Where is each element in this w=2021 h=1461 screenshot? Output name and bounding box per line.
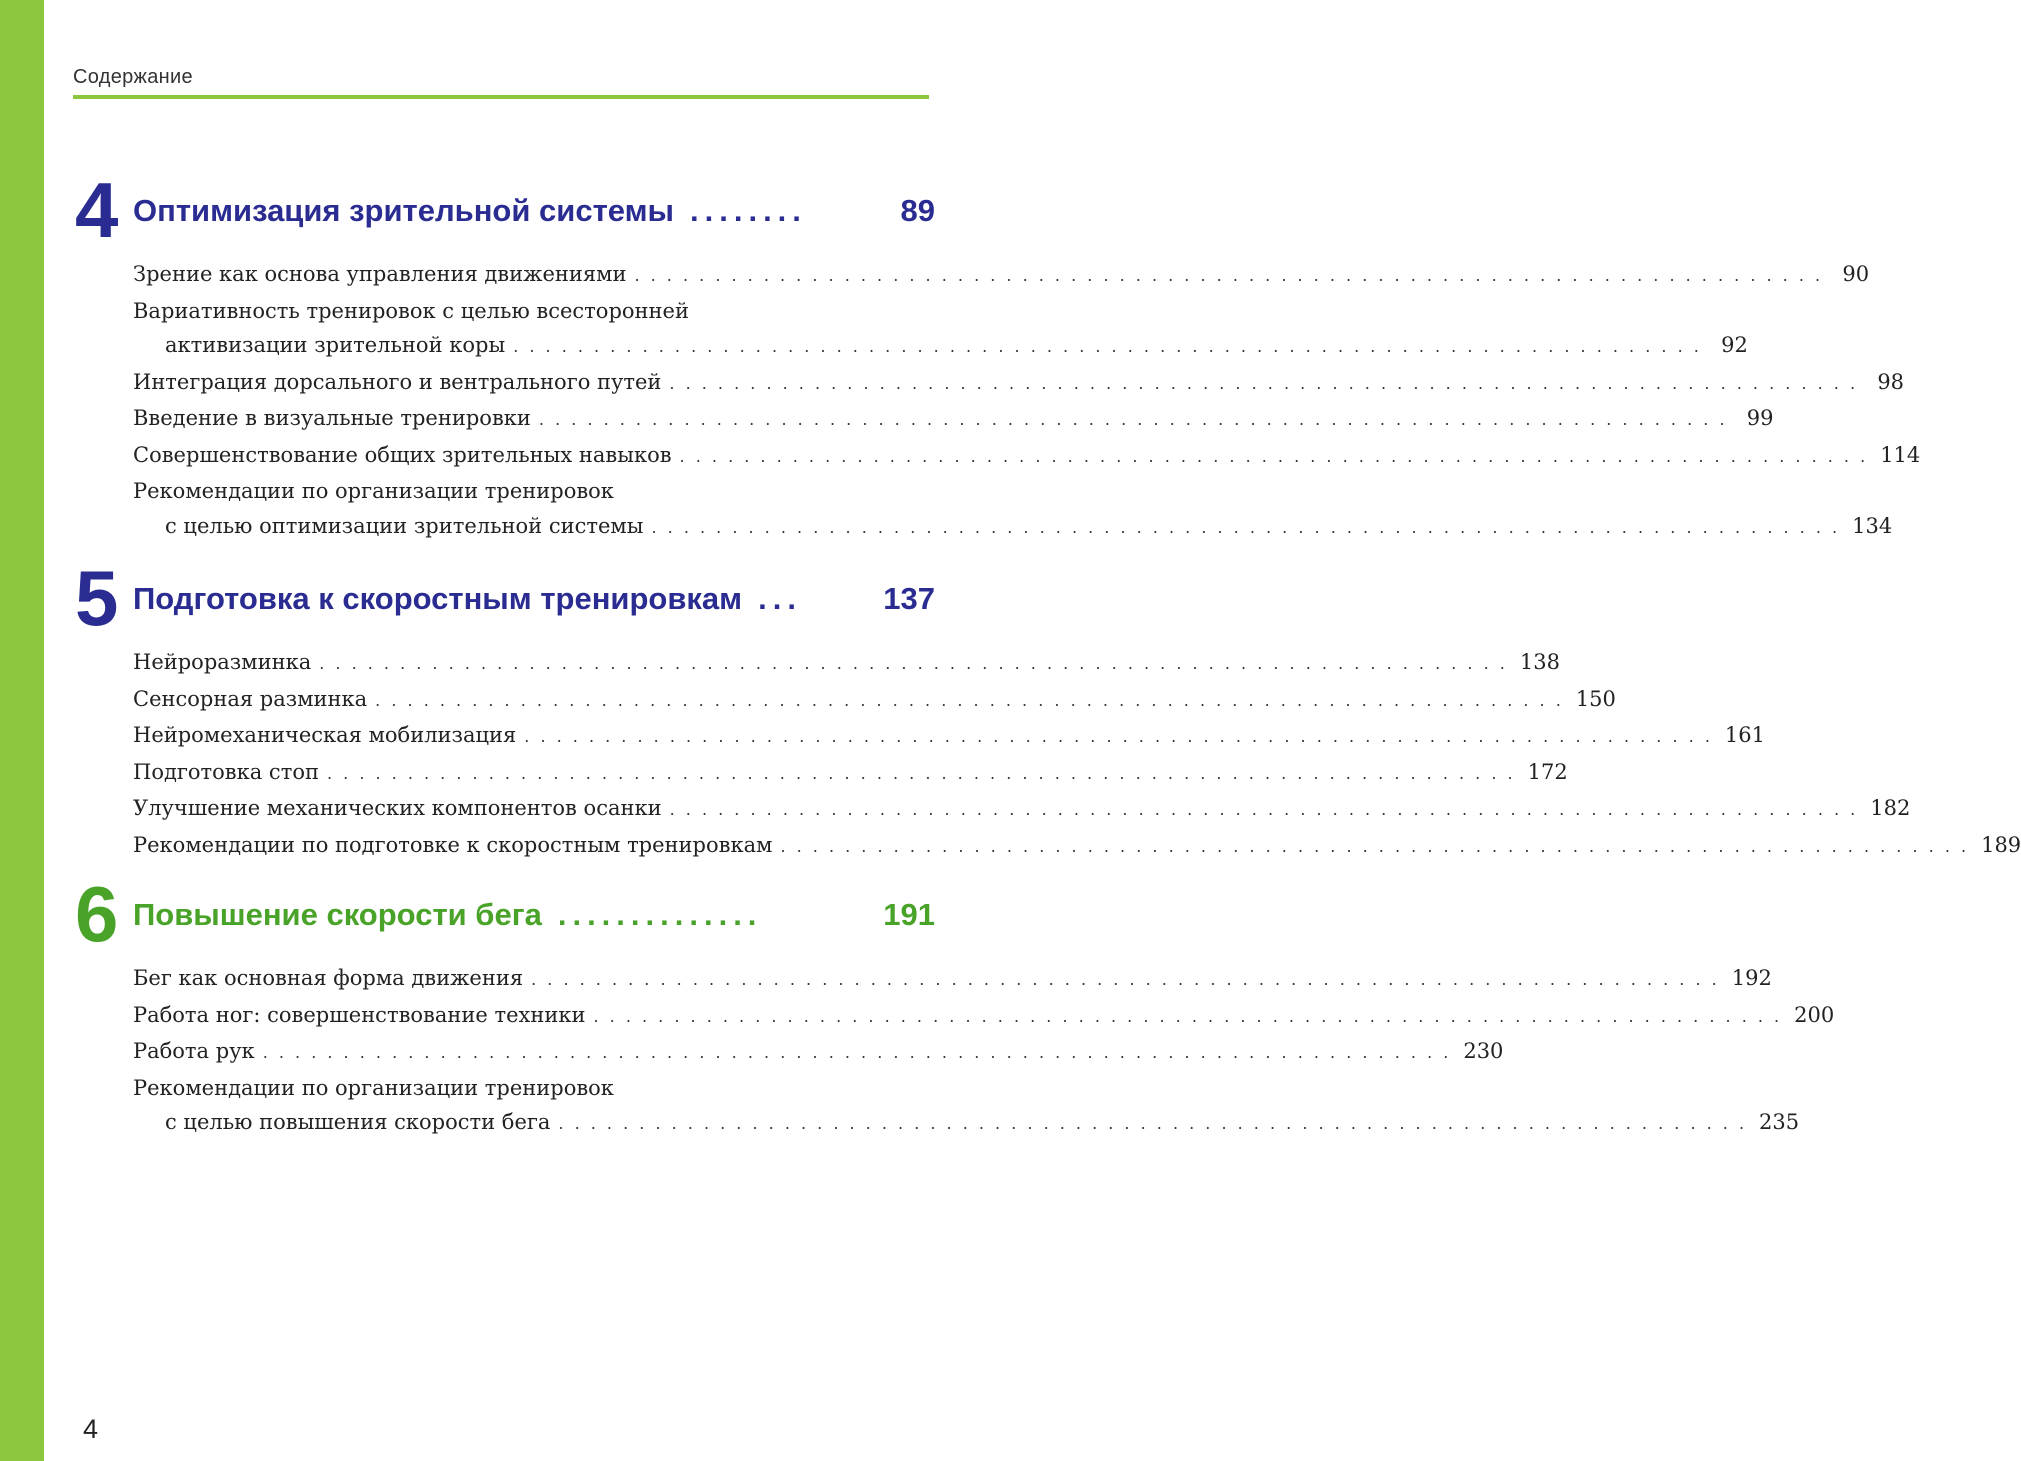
toc-entries (73, 257, 1921, 545)
entry-leader: . . . . . . . . . . . . . . . . . . . . . . . . . . . . . . . . . . . . . . . . . . . . . . . . . . . . . . . . . . . . . . . . . . . . . . . . . . (531, 970, 1720, 989)
toc-entry[interactable] (133, 645, 1560, 682)
entry-page: 92 (1721, 333, 1748, 357)
entry-page: 161 (1724, 723, 1765, 747)
chapter-title[interactable]: Подготовка к скоростным тренировкам (133, 581, 743, 616)
chapter-5 (73, 553, 2021, 864)
entry-leader: . . . . . . . . . . . . . . . . . . . . . . . . . . . . . . . . . . . . . . . . . . . . . . . . . . . . . . . . . . . . . . . . . . . . . . . . . . (375, 690, 1564, 710)
entry-leader: . . . . . . . . . . . . . . . . . . . . . . . . . . . . . . . . . . . . . . . . . . . . . . . . . . . . . . . . . . . . . . . . . . . . . . . . . . (634, 266, 1824, 285)
entry-page: 134 (1852, 513, 1893, 538)
entry-label: Рекомендации по подготовке к скоростным тренировкам (133, 832, 773, 857)
entry-label: с целью оптимизации зрительной системы (165, 513, 644, 538)
toc-entry[interactable] (133, 438, 1921, 475)
green-side-bar (0, 0, 44, 1461)
chapter-page: 137 (883, 581, 935, 616)
entry-label: Сенсорная разминка (133, 686, 368, 711)
entry-leader: . . . . . . . . . . . . . . . . . . . . . . . . . . . . . . . . . . . . . . . . . . . . . . . . . . . . . . . . . . . . . . . . . . . . . . . . . . (558, 1114, 1748, 1133)
toc-entry[interactable] (133, 828, 2021, 865)
entry-page: 200 (1794, 1002, 1835, 1027)
toc-entry[interactable] (133, 791, 1911, 828)
entry-page: 172 (1527, 759, 1568, 784)
entry-label: Нейромеханическая мобилизация (133, 723, 517, 747)
chapter-6 (73, 869, 1835, 1142)
entry-page: 138 (1519, 650, 1560, 674)
entry-leader: . . . . . . . . . . . . . . . . . . . . . . . . . . . . . . . . . . . . . . . . . . . . . . . . . . . . . . . . . . . . . . . . . . . . . . . . . . (651, 517, 1841, 537)
entry-page: 90 (1842, 262, 1870, 286)
chapter-number: 4 (75, 166, 119, 254)
toc-entry[interactable] (133, 257, 1870, 294)
entry-leader: . . . . . . . . . . . . . . . . . . . . . . . . . . . . . . . . . . . . . . . . . . . . . . . . . . . . . . . . . . . . . . . . . . . . . . . . . . (669, 373, 1859, 393)
chapter-leader: ........ (690, 193, 807, 228)
entry-label: Введение в визуальные тренировки (133, 406, 531, 430)
entry-leader: . . . . . . . . . . . . . . . . . . . . . . . . . . . . . . . . . . . . . . . . . . . . . . . . . . . . . . . . . . . . . . . . . . . . . . . . . . (513, 337, 1702, 356)
entry-leader: . . . . . . . . . . . . . . . . . . . . . . . . . . . . . . . . . . . . . . . . . . . . . . . . . . . . . . . . . . . . . . . . . . . . . . . . . . (780, 836, 1970, 856)
toc-entries (73, 645, 2021, 864)
entry-label: Работа рук (133, 1039, 255, 1063)
toc-entry[interactable] (165, 328, 1748, 365)
entry-leader: . . . . . . . . . . . . . . . . . . . . . . . . . . . . . . . . . . . . . . . . . . . . . . . . . . . . . . . . . . . . . . . . . . . . . . . . . . (669, 800, 1859, 819)
page-number: 4 (83, 1414, 99, 1444)
entry-page: 230 (1463, 1039, 1504, 1063)
toc-entry-first-line[interactable]: Рекомендации по организации тренировок (133, 479, 614, 503)
chapter-leader: .............. (557, 897, 763, 932)
toc-entry[interactable] (165, 509, 1893, 546)
entry-leader: . . . . . . . . . . . . . . . . . . . . . . . . . . . . . . . . . . . . . . . . . . . . . . . . . . . . . . . . . . . . . . . . . . . . . . . . . . (319, 654, 1508, 673)
entry-label: Нейроразминка (133, 650, 312, 674)
chapter-title[interactable]: Повышение скорости бега (133, 897, 542, 932)
entry-label: с целью повышения скорости бега (165, 1110, 551, 1134)
chapter-leader: ... (758, 581, 802, 616)
toc-entry[interactable] (133, 401, 1774, 438)
toc-entry-first-line[interactable]: Вариативность тренировок с целью всесторонней (133, 298, 689, 323)
entry-page: 114 (1880, 442, 1921, 467)
chapter-page: 191 (883, 897, 935, 932)
chapter-4 (73, 165, 1921, 545)
entry-page: 182 (1870, 796, 1911, 820)
entry-label: Улучшение механических компонентов осанки (133, 796, 662, 820)
entry-leader: . . . . . . . . . . . . . . . . . . . . . . . . . . . . . . . . . . . . . . . . . . . . . . . . . . . . . . . . . . . . . . . . . . . . . . . . . . (679, 446, 1869, 466)
toc-entry[interactable] (133, 755, 1568, 792)
toc-entry[interactable] (133, 365, 1905, 402)
chapter-number: 5 (75, 554, 119, 642)
entry-page: 98 (1877, 369, 1905, 394)
entry-page: 235 (1759, 1110, 1800, 1134)
entry-page: 99 (1746, 406, 1774, 430)
entry-page: 150 (1575, 686, 1616, 711)
entry-page: 189 (1981, 832, 2021, 857)
entry-label: Совершенствование общих зрительных навыков (133, 442, 672, 467)
entry-label: Работа ног: совершенствование техники (133, 1002, 586, 1027)
running-head: Содержание (73, 66, 193, 88)
chapter-number: 6 (75, 870, 119, 958)
entry-page: 192 (1731, 966, 1772, 990)
chapter-page: 89 (900, 193, 935, 228)
toc-entry[interactable] (133, 718, 1765, 755)
toc-entries (73, 961, 1835, 1142)
entry-label: активизации зрительной коры (165, 333, 506, 357)
entry-label: Интеграция дорсального и вентрального путей (133, 369, 662, 394)
entry-leader: . . . . . . . . . . . . . . . . . . . . . . . . . . . . . . . . . . . . . . . . . . . . . . . . . . . . . . . . . . . . . . . . . . . . . . . . . . (524, 727, 1713, 746)
toc-entry[interactable] (133, 961, 1772, 998)
entry-leader: . . . . . . . . . . . . . . . . . . . . . . . . . . . . . . . . . . . . . . . . . . . . . . . . . . . . . . . . . . . . . . . . . . . . . . . . . . (538, 410, 1728, 429)
header-rule (73, 95, 929, 99)
toc-entry[interactable] (133, 998, 1835, 1035)
chapter-title[interactable]: Оптимизация зрительной системы (133, 193, 674, 228)
entry-label: Подготовка стоп (133, 759, 319, 784)
toc-entry[interactable] (133, 1034, 1504, 1071)
toc-entry[interactable] (165, 1105, 1800, 1142)
entry-leader: . . . . . . . . . . . . . . . . . . . . . . . . . . . . . . . . . . . . . . . . . . . . . . . . . . . . . . . . . . . . . . . . . . . . . . . . . . (326, 763, 1516, 783)
entry-label: Зрение как основа управления движениями (133, 262, 627, 286)
entry-leader: . . . . . . . . . . . . . . . . . . . . . . . . . . . . . . . . . . . . . . . . . . . . . . . . . . . . . . . . . . . . . . . . . . . . . . . . . . (593, 1006, 1783, 1026)
entry-label: Бег как основная форма движения (133, 966, 524, 990)
toc-entry[interactable] (133, 682, 1616, 719)
toc-entry-first-line[interactable]: Рекомендации по организации тренировок (133, 1075, 614, 1100)
entry-leader: . . . . . . . . . . . . . . . . . . . . . . . . . . . . . . . . . . . . . . . . . . . . . . . . . . . . . . . . . . . . . . . . . . . . . . . . . . (262, 1043, 1452, 1062)
